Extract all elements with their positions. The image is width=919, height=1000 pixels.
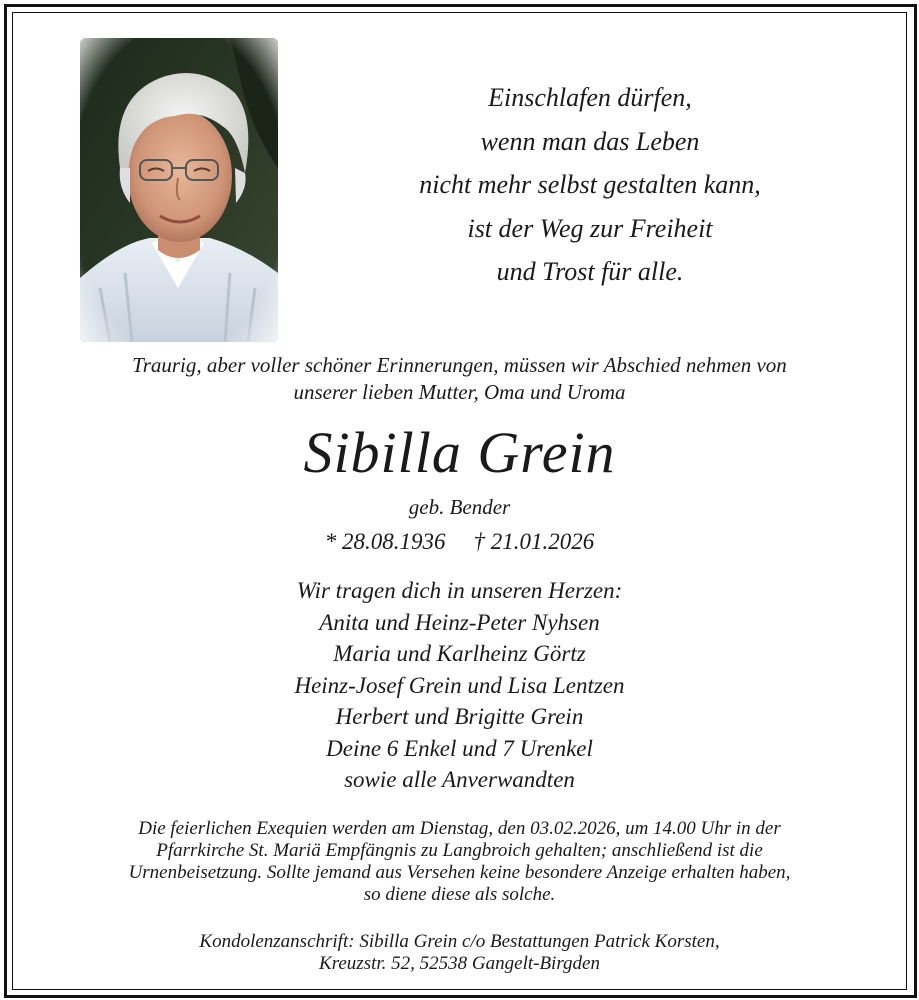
- intro-line: Traurig, aber voller schöner Erinnerungen, müssen wir Abschied nehmen von: [132, 353, 787, 377]
- mourners-list: [0, 575, 919, 796]
- life-dates: [0, 527, 919, 557]
- poem-line: Einschlafen dürfen,: [488, 83, 692, 112]
- mourner-line: Maria und Karlheinz Görtz: [333, 641, 586, 666]
- funeral-line: Pfarrkirche St. Mariä Empfängnis zu Langbroich gehalten; anschließend ist die: [156, 840, 763, 861]
- funeral-line: Urnenbeisetzung. Sollte jemand aus Versehen keine besondere Anzeige erhalten haben,: [128, 862, 791, 883]
- mourners-heading: Wir tragen dich in unseren Herzen:: [296, 578, 623, 603]
- mourner-line: Herbert und Brigitte Grein: [335, 704, 584, 729]
- mourner-line: Heinz-Josef Grein und Lisa Lentzen: [294, 672, 625, 698]
- deceased-name: Sibilla Grein: [303, 420, 616, 485]
- poem-line: wenn man das Leben: [480, 126, 700, 156]
- intro-line: unserer lieben Mutter, Oma und Uroma: [293, 380, 626, 404]
- poem-line: nicht mehr selbst gestalten kann,: [419, 170, 761, 199]
- birth-date: * 28.08.1936: [324, 529, 446, 554]
- condolence-line: Kondolenzanschrift: Sibilla Grein c/o Bestattungen Patrick Korsten,: [199, 931, 720, 952]
- poem-line: ist der Weg zur Freiheit: [467, 213, 713, 243]
- portrait-photo: [80, 38, 278, 342]
- mourner-line: Deine 6 Enkel und 7 Urenkel: [326, 735, 593, 761]
- death-date: † 21.01.2026: [473, 529, 595, 554]
- condolence-line: Kreuzstr. 52, 52538 Gangelt-Birgden: [319, 953, 600, 974]
- poem-line: und Trost für alle.: [496, 257, 684, 286]
- funeral-line: so diene diese als solche.: [363, 884, 556, 905]
- birth-name: geb. Bender: [408, 495, 511, 519]
- mourner-line: sowie alle Anverwandten: [344, 767, 575, 792]
- funeral-notice: [40, 818, 879, 906]
- mourner-line: Anita und Heinz-Peter Nyhsen: [319, 609, 600, 635]
- intro-text: [30, 352, 889, 406]
- funeral-line: Die feierlichen Exequien werden am Dienstag, den 03.02.2026, um 14.00 Uhr in der: [138, 818, 781, 839]
- poem: [330, 76, 850, 294]
- condolence-address: [40, 931, 879, 975]
